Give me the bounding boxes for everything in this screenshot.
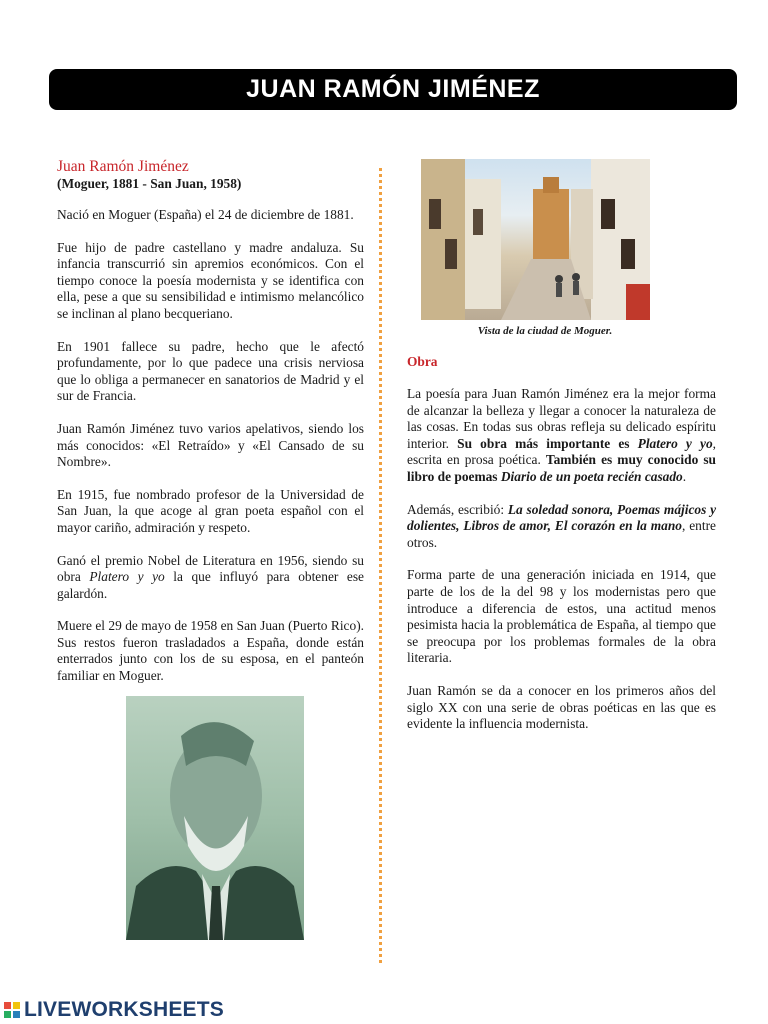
works-title-diario: Diario de un poeta recién casado bbox=[500, 468, 683, 484]
red-door bbox=[626, 284, 650, 320]
works-paragraph-generation: Forma parte de una generación iniciada en 1914, que parte de los de la del 98 y los modernistas pero que introduce a diferencia de estos, una actitud menos pesimista hacia la problemática de España, al tiempo que se preocupa por los problemas formales de la obra literaria. bbox=[407, 567, 716, 666]
author-dates: (Moguer, 1881 - San Juan, 1958) bbox=[57, 176, 242, 191]
photo-caption: Vista de la ciudad de Moguer. bbox=[477, 325, 613, 337]
works-text-d: , escrita en prosa poética. bbox=[407, 435, 716, 468]
nobel-work-title: Platero y yo bbox=[89, 569, 165, 585]
town-street-drawing bbox=[421, 159, 650, 320]
pedestrian-body bbox=[556, 283, 562, 297]
works-text-g: . bbox=[682, 468, 687, 484]
bio-paragraph-crisis: En 1901 fallece su padre, hecho que le afectó profundamente, por lo que padece una crisis nerviosa que lo obliga a permanecer en sanatorios de Madrid y el sur de Francia. bbox=[57, 338, 364, 404]
bio-paragraph-death: Muere el 29 de mayo de 1958 en San Juan (Puerto Rico). Sus restos fueron trasladados a España, donde están enterrados junto con los de su esposa, en el panteón familiar en Moguer. bbox=[57, 618, 364, 684]
author-portrait bbox=[126, 696, 304, 940]
works-text-b: Su obra más importante es bbox=[457, 435, 638, 451]
others-text-a: Además, escribió: bbox=[407, 501, 508, 517]
nobel-text-b: la que influyó para obtener ese galardón. bbox=[57, 569, 364, 601]
title-banner bbox=[49, 69, 737, 110]
works-paragraph-poetry bbox=[407, 386, 716, 486]
left-building-2 bbox=[465, 179, 501, 309]
bio-paragraph-professor: En 1915, fue nombrado profesor de la Universidad de San Juan, la que acoge al gran poeta español con el mayor cariño, admiración y respeto. bbox=[57, 486, 364, 535]
works-column bbox=[407, 354, 716, 733]
portrait-drawing bbox=[126, 696, 304, 940]
window bbox=[429, 199, 441, 229]
nobel-text-a: Ganó el premio Nobel de Literatura en 1956, siendo su obra bbox=[57, 552, 364, 585]
window bbox=[473, 209, 483, 235]
others-text-c: , entre otros. bbox=[407, 518, 716, 550]
works-text-a: La poesía para Juan Ramón Jiménez era la mejor forma de alcanzar la belleza y llegar a conocer la naturaleza de las cosas. En todas sus obras refleja su delicado espíritu interior. bbox=[407, 386, 716, 451]
church-tower bbox=[533, 189, 569, 259]
pedestrian-body bbox=[573, 281, 579, 295]
window bbox=[621, 239, 635, 269]
logo-text: LIVEWORKSHEETS bbox=[24, 998, 224, 1021]
bio-paragraph-childhood: Fue hijo de padre castellano y madre andaluza. Su infancia transcurrió sin apremios económicos. Con el tiempo conoce la poesía modernista y se identifica con ella, pese a que su sensibilidad e intimismo melancólico se inclinan al plano becqueriano. bbox=[57, 239, 364, 321]
works-paragraph-modernism: Juan Ramón se da a conocer en los primeros años del siglo XX con una serie de obras poéticas en las que es evidente la influencia modernista. bbox=[407, 682, 716, 732]
works-text-e: También es muy conocido su libro de poemas bbox=[407, 452, 716, 484]
window bbox=[601, 199, 615, 229]
logo-grid-icon bbox=[4, 1002, 20, 1018]
works-heading: Obra bbox=[407, 354, 438, 369]
biography-column bbox=[57, 158, 364, 685]
bio-paragraph-nicknames: Juan Ramón Jiménez tuvo varios apelativos, siendo los más conocidos: «El Retraído» y «El Cansado de su Nombre». bbox=[57, 420, 364, 470]
works-title-platero: Platero y yo bbox=[637, 435, 713, 451]
town-photo bbox=[421, 159, 650, 320]
works-paragraph-others bbox=[407, 502, 716, 552]
left-building bbox=[421, 159, 465, 320]
others-titles: La soledad sonora, Poemas májicos y dolientes, Libros de amor, El corazón en la mano bbox=[407, 501, 717, 534]
author-name: Juan Ramón Jiménez bbox=[57, 158, 189, 175]
page-title: JUAN RAMÓN JIMÉNEZ bbox=[246, 75, 540, 103]
pedestrian bbox=[555, 275, 563, 283]
church-top bbox=[543, 177, 559, 193]
bio-paragraph-birth: Nació en Moguer (España) el 24 de diciembre de 1881. bbox=[57, 207, 354, 222]
window bbox=[445, 239, 457, 269]
bio-paragraph-nobel bbox=[57, 553, 364, 603]
column-divider bbox=[379, 168, 382, 963]
liveworksheets-logo[interactable] bbox=[4, 998, 224, 1022]
pedestrian bbox=[572, 273, 580, 281]
